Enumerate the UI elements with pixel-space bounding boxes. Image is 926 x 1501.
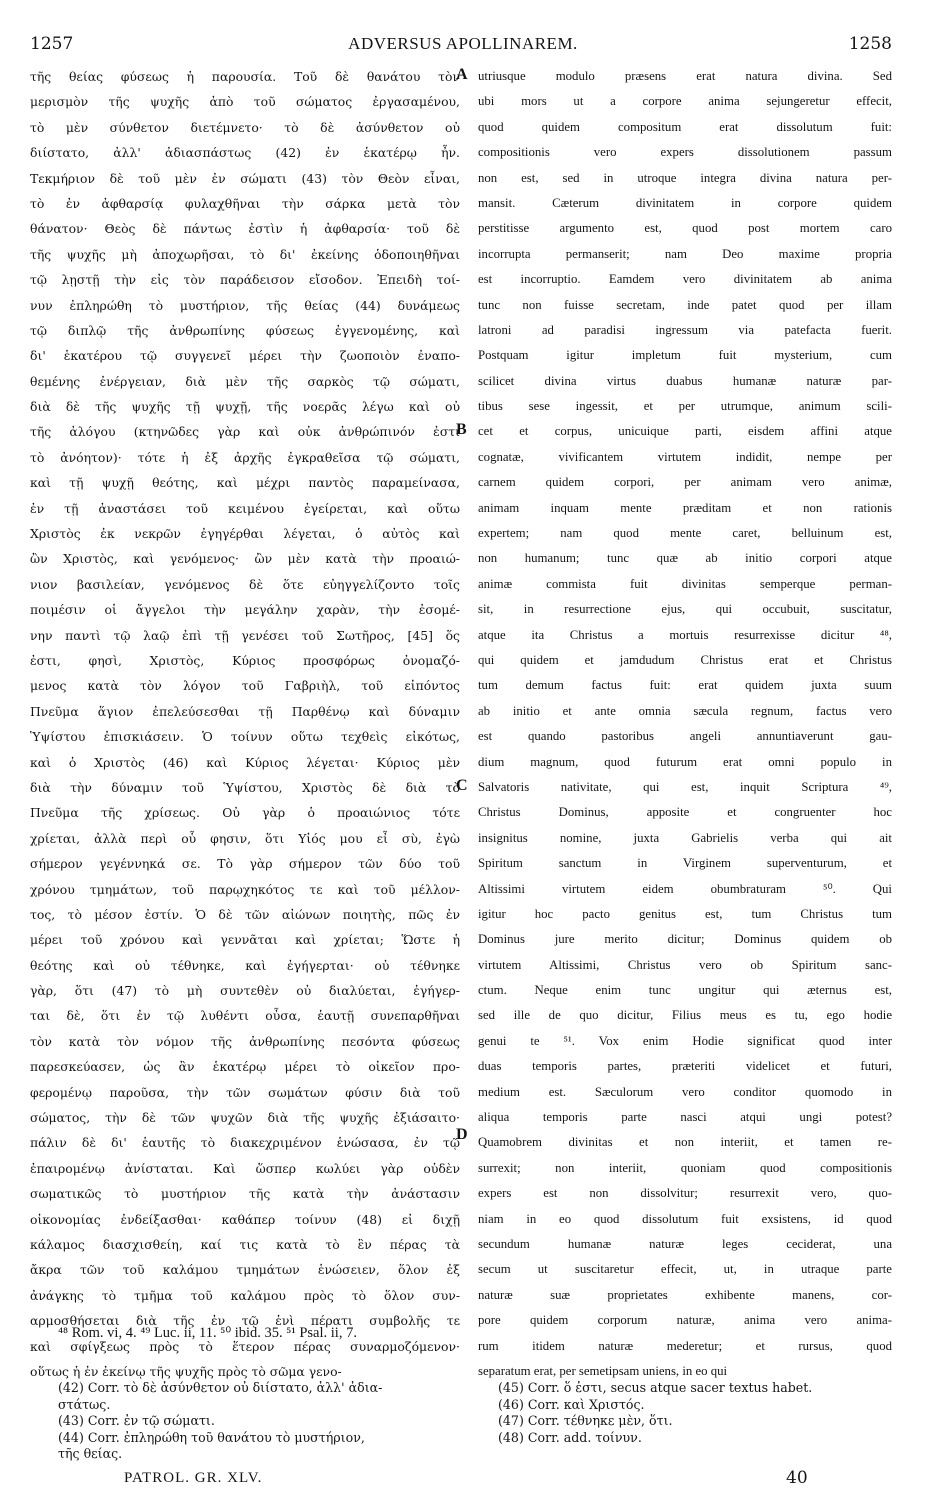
latin-text-line: naturæ suæ proprietates exhibente manens, cor- (478, 1287, 892, 1302)
greek-text-line: πάλιν δὲ δι' ἑαυτῆς τὸ διακεχριμένον ἑνώσασα, ἐν τῷ (30, 1135, 460, 1151)
margin-marker-b: B (456, 421, 467, 438)
latin-text-line: rum itidem naturæ mederetur; et rursus, quod (478, 1338, 892, 1353)
greek-text-line: καὶ σφίγξεως πρὸς τὸ ἕτερον πέρας συναρμοζόμενον· (30, 1338, 460, 1354)
footnote-line: (43) Corr. ἐν τῷ σώματι. (58, 1413, 215, 1428)
greek-text-line: ται δὲ, ὅτι ἐν τῷ λυθέντι οὖσα, ἑαυτῇ συνεπαρθῆναι (30, 1008, 460, 1024)
page-number-right: 1258 (848, 34, 892, 54)
greek-text-line: κάλαμος διασχισθείη, καί τις κατὰ τὸ ἓν πέρας τὰ (30, 1236, 460, 1252)
latin-text-line: pore quidem corporum naturæ, anima vero anima- (478, 1313, 892, 1328)
greek-text-line: διίστατο, ἀλλ' ἀδιασπάστως (42) ἐν ἑκατέρῳ ἦν. (30, 145, 460, 161)
latin-column (478, 64, 892, 1384)
greek-text-line: ἐπαιρομένῳ ἀνίσταται. Καὶ ὥσπερ κωλύει γὰρ οὐδὲν (30, 1160, 460, 1176)
greek-text-line: τῆς ἀλόγου (κτηνῶδες γὰρ καὶ οὐκ ἀνθρώπινόν ἐστι (30, 424, 460, 440)
latin-text-line: expertem; nam quod mente caret, belluinum est, (478, 526, 892, 541)
latin-text-line: virtutem Altissimi, Christus vero ob Spiritum sanc- (478, 957, 892, 972)
latin-text-line: animam inquam mente præditam et non rationis (478, 500, 892, 515)
greek-text-line: μέρει τοῦ χρόνου καὶ γεννᾶται καὶ χρίεται; Ὥστε ἡ (30, 932, 460, 948)
scripture-references: ⁴⁸ Rom. vi, 4. ⁴⁹ Luc. ii, 11. ⁵⁰ ibid. 35. ⁵¹ Psal. ii, 7. (58, 1325, 357, 1341)
latin-text-line: cognatæ, vivificantem virtutem indidit, nempe per (478, 449, 892, 464)
footnote-line: (45) Corr. ὅ ἐστι, secus atque sacer textus habet. (498, 1380, 813, 1395)
greek-text-line: Χριστὸς ἐκ νεκρῶν ἐγηγέρθαι λέγεται, ὁ αὐτὸς καὶ (30, 526, 460, 542)
running-header (0, 34, 926, 56)
greek-text-line: Τεκμήριον δὲ τοῦ μὲν ἐν σώματι (43) τὸν Θεὸν εἶναι, (30, 170, 460, 186)
latin-text-line: dium magnum, quod futurum erat omni populo in (478, 754, 892, 769)
latin-text-line: Christus Dominus, apposite et congruenter hoc (478, 805, 892, 820)
latin-text-line: insignitus nomine, juxta Gabrielis verba qui ait (478, 830, 892, 845)
latin-text-line: Dominus jure merito dicitur; Dominus quidem ob (478, 932, 892, 947)
greek-text-line: τῷ διπλῷ τῆς ἀνθρωπίνης φύσεως ἐγγενομένης, καὶ (30, 322, 460, 338)
greek-text-line: ἄκρα τῶν τοῦ καλάμου τμημάτων ἑνώσειεν, ὅλον ἐξ (30, 1262, 460, 1278)
greek-text-line: χρίεται, ἀλλὰ περὶ οὗ φησιν, ὅτι Υἱός μου εἶ σὺ, ἐγὼ (30, 830, 460, 846)
greek-text-line: ἐστι, φησὶ, Χριστὸς, Κύριος προσφόρως ὀνομαζό- (30, 652, 460, 668)
greek-text-line: μενος κατὰ τὸν λόγον τοῦ Γαβριὴλ, τοῦ εἰπόντος (30, 678, 460, 694)
latin-text-line: quod quidem compositum erat dissolutum fuit: (478, 119, 892, 134)
latin-text-line: separatum erat, per semetipsam uniens, in eo qui (478, 1363, 728, 1378)
greek-text-line: τὸ ἀνόητον)· τότε ἡ ἐξ ἀρχῆς ἐγκραθεῖσα τῷ σώματι, (30, 449, 460, 465)
latin-text-line: incorrupta permanserit; nam Deo maxime propria (478, 246, 892, 261)
footnote-line: (46) Corr. καὶ Χριστός. (498, 1396, 645, 1412)
greek-text-line: τος, τὸ μέσον ἐστίν. Ὁ δὲ τῶν αἰώνων ποιητὴς, πῶς ἐν (30, 906, 460, 922)
latin-text-line: surrexit; non interiit, quoniam quod compositionis (478, 1160, 892, 1175)
latin-text-line: compositionis vero expers dissolutionem passum (478, 145, 892, 160)
latin-text-line: duas temporis partes, præteriti videlicet et futuri, (478, 1059, 892, 1074)
greek-text-line: Ὑψίστου ἐπισκιάσειν. Ὁ τοίνυν οὕτω τεχθεὶς εἰκότως, (30, 729, 460, 745)
latin-text-line: non humanum; tunc quæ ab initio corpori atque (478, 551, 892, 566)
latin-text-line: medium est. Sæculorum vero conditor quomodo in (478, 1084, 892, 1099)
greek-text-line: καὶ τῇ ψυχῇ θεότης, καὶ μέχρι παντὸς παραμείνασα, (30, 475, 460, 491)
latin-text-line: scilicet divina virtus duabus humanæ naturæ par- (478, 373, 892, 388)
greek-text-line: τῆς ψυχῆς μὴ ἀποχωρῆσαι, τὸ δι' ἐκείνης ὁδοποιηθῆναι (30, 246, 460, 262)
series-footer: PATROL. GR. XLV. (124, 1470, 263, 1486)
latin-text-line: qui quidem et jamdudum Christus erat et Christus (478, 652, 892, 667)
footnote-line: (48) Corr. add. τοίνυν. (498, 1429, 642, 1445)
greek-text-line: ὢν Χριστὸς, καὶ γενόμενος· ὢν μὲν κατὰ τὴν προαιώ- (30, 551, 460, 567)
latin-text-line: sed ille de quo dicitur, Filius meus es tu, ego hodie (478, 1008, 892, 1023)
latin-text-line: tunc non fuisse secretam, inde patet quod per illam (478, 297, 892, 312)
margin-marker-c: C (456, 777, 468, 794)
latin-text-line: Salvatoris nativitate, qui est, inquit Scriptura ⁴⁹, (478, 779, 892, 794)
greek-text-line: γὰρ, ὅτι (47) τὸ μὴ συντεθὲν οὐ διαλύεται, ἐγήγερ- (30, 983, 460, 999)
latin-text-line: est incorruptio. Eamdem vero divinitatem ab anima (478, 272, 892, 287)
greek-text-line: ἀνάγκης τὸ τμῆμα τοῦ καλάμου πρὸς τὸ ὅλον συν- (30, 1287, 460, 1303)
latin-text-line: mansit. Cæterum divinitatem in corpore quidem (478, 195, 892, 210)
footnotes-left (58, 1380, 468, 1463)
latin-text-line: cet et corpus, unicuique parti, eisdem affini atque (478, 424, 892, 439)
latin-text-line: atque ita Christus a mortuis resurrexisse dicitur ⁴⁸, (478, 627, 892, 642)
running-title: ADVERSUS APOLLINAREM. (348, 34, 578, 53)
greek-text-line: χρόνου τμημάτων, τοῦ παρῳχηκότος τε καὶ τοῦ μέλλον- (30, 881, 460, 897)
greek-text-line: οἰκονομίας ἐνδείξασθαι· καθάπερ τοίνυν (48) εἰ διχῇ (30, 1211, 460, 1227)
greek-text-line: Πνεῦμα τῆς χρίσεως. Οὐ γὰρ ὁ προαιώνιος τότε (30, 805, 460, 821)
margin-marker-a: A (456, 66, 468, 83)
latin-text-line: Quamobrem divinitas et non interiit, et tamen re- (478, 1135, 892, 1150)
greek-text-line: σωματικῶς τὸ μυστήριον τῆς κατὰ τὴν ἀνάστασιν (30, 1186, 460, 1202)
latin-text-line: Postquam igitur impletum fuit mysterium, cum (478, 348, 892, 363)
latin-text-line: non est, sed in utroque integra divina natura per- (478, 170, 892, 185)
latin-text-line: ctum. Neque enim tunc ungitur qui æternus est, (478, 983, 892, 998)
greek-text-line: αρμοσθήσεται διὰ τῆς ἐν τῷ ἑνὶ πέρατι συμβολῆς τε (30, 1313, 460, 1329)
latin-text-line: secundum humanæ naturæ leges ceciderat, una (478, 1236, 892, 1251)
greek-text-line: δι' ἑκατέρου τῷ συγγενεῖ μέρει τὴν ζωοποιὸν ἐναπο- (30, 348, 460, 364)
footnote-line: (47) Corr. τέθνηκε μὲν, ὅτι. (498, 1413, 673, 1428)
greek-text-line: θάνατον· Θεὸς δὲ πάντως ἐστὶν ἡ ἀφθαρσία· τοῦ δὲ (30, 221, 460, 237)
latin-text-line: genui te ⁵¹. Vox enim Hodie significat quod inter (478, 1033, 892, 1048)
greek-text-line: νιον βασιλείαν, γενόμενος δὲ ὅτε εὐηγγελίζοντο τοῖς (30, 576, 460, 592)
greek-text-line: διὰ τὴν δύναμιν τοῦ Ὑψίστου, Χριστὸς δὲ διὰ τὸ (30, 779, 460, 795)
greek-text-line: τῆς θείας φύσεως ἡ παρουσία. Τοῦ δὲ θανάτου τὸν (30, 69, 460, 84)
latin-text-line: ab initio et ante omnia sæcula regnum, factus vero (478, 703, 892, 718)
greek-text-line: σήμερον γεγέννηκά σε. Τὸ γὰρ σήμερον τῶν δύο τοῦ (30, 856, 460, 872)
greek-text-line: ἐν τῇ ἀναστάσει τοῦ κειμένου ἐγείρεται, καὶ οὕτω (30, 500, 460, 516)
greek-text-line: Πνεῦμα ἅγιον ἐπελεύσεσθαι τῇ Παρθένῳ καὶ δύναμιν (30, 703, 460, 719)
latin-text-line: perstitisse argumento est, quod post mortem caro (478, 221, 892, 236)
greek-text-line: νυν ἐπληρώθη τὸ μυστήριον, τῆς θείας (44) δυνάμεως (30, 297, 460, 313)
greek-text-line: μερισμὸν τῆς ψυχῆς ἀπὸ τοῦ σώματος ἐργασαμένου, (30, 94, 460, 110)
latin-text-line: Spiritum sanctum in Virginem superventurum, et (478, 856, 892, 871)
latin-text-line: aliqua temporis parte nasci atqui ungi potest? (478, 1110, 892, 1125)
footnote-line: τῆς θείας. (58, 1446, 123, 1461)
latin-text-line: tum demum factus fuit: erat quidem juxta suum (478, 678, 892, 693)
greek-text-line: τῷ λῃστῇ τὴν εἰς τὸν παράδεισον εἴσοδον. Ἐπειδὴ τοί- (30, 272, 460, 288)
greek-text-line: θεότης καὶ οὐ τέθνηκε, καὶ ἐγήγερται· οὐ τέθνηκε (30, 957, 460, 973)
greek-text-line: σώματος, τὴν δὲ τῶν ψυχῶν διὰ τῆς ψυχῆς ἐξιάσαιτο· (30, 1110, 460, 1126)
latin-text-line: igitur hoc pacto genitus est, tum Christus tum (478, 906, 892, 921)
greek-text-line: τὸ μὲν σύνθετον διετέμνετο· τὸ δὲ ἀσύνθετον οὐ (30, 119, 460, 135)
footnotes-right (498, 1380, 898, 1446)
greek-text-line: οὕτως ἡ ἐν ἐκείνῳ τῆς ψυχῆς πρὸς τὸ σῶμα γενο- (30, 1363, 342, 1379)
footnote-line: στάτως. (58, 1396, 111, 1412)
latin-text-line: latroni ad paradisi ingressum via patefacta fuerit. (478, 322, 892, 337)
signature-mark: 40 (786, 1468, 808, 1488)
latin-text-line: sit, in resurrectione ejus, qui occubuit, suscitatur, (478, 602, 892, 617)
footnote-line: (42) Corr. τὸ δὲ ἀσύνθετον οὐ διίστατο, ἀλλ' ἀδια- (58, 1380, 383, 1395)
latin-text-line: ubi mors ut a corpore anima sejungeretur effecit, (478, 94, 892, 109)
greek-text-line: θεμένης ἐνέργειαν, διὰ μὲν τῆς σαρκὸς τῷ σώματι, (30, 373, 460, 389)
latin-text-line: tibus sese ingessit, et per utrumque, animum scili- (478, 399, 892, 414)
margin-marker-d: D (456, 1126, 468, 1143)
latin-text-line: carnem quidem corpori, per animam vero animæ, (478, 475, 892, 490)
footnote-line: (44) Corr. ἐπληρώθη τοῦ θανάτου τὸ μυστήριον, (58, 1429, 365, 1445)
greek-text-line: νην παντὶ τῷ λαῷ ἐπὶ τῇ γενέσει τοῦ Σωτῆρος, [45] ὅς (30, 627, 460, 643)
latin-text-line: utriusque modulo præsens erat natura divina. Sed (478, 69, 892, 83)
greek-text-line: διὰ δὲ τῆς ψυχῆς τῇ ψυχῇ, τῆς νοερᾶς λέγω καὶ οὐ (30, 399, 460, 415)
latin-text-line: Altissimi virtutem eidem obumbraturam ⁵⁰. Qui (478, 881, 892, 896)
latin-text-line: secum ut suscitaretur effecit, ut, in utraque parte (478, 1262, 892, 1277)
latin-text-line: niam in eo quod dissolutum fuit exsistens, id quod (478, 1211, 892, 1226)
greek-text-line: τὸν κατὰ τὸν νόμον τῆς ἀνθρωπίνης πεσόντα φύσεως (30, 1033, 460, 1049)
greek-text-line: τὸ ἐν ἀφθαρσίᾳ φυλαχθῆναι τὴν σάρκα μετὰ τὸν (30, 195, 460, 211)
latin-text-line: est quando pastoribus angeli annuntiaverunt gau- (478, 729, 892, 744)
greek-column (30, 64, 460, 1384)
greek-text-line: παρεσκεύασεν, ὡς ἂν ἑκατέρῳ μέρει τὸ οἰκεῖον προ- (30, 1059, 460, 1075)
greek-text-line: ποιμέσιν οἱ ἄγγελοι τὴν μεγάλην χαρὰν, τὴν ἐσομέ- (30, 602, 460, 618)
latin-text-line: expers est non dissolvitur; resurrexit vero, quo- (478, 1186, 892, 1201)
greek-text-line: καὶ ὁ Χριστὸς (46) καὶ Κύριος λέγεται· Κύριος μὲν (30, 754, 460, 770)
page-number-left: 1257 (30, 34, 74, 54)
latin-text-line: animæ commista fuit divinitas semperque perman- (478, 576, 892, 591)
greek-text-line: φερομένῳ παροῦσα, τὴν τῶν σωμάτων φύσιν διὰ τοῦ (30, 1084, 460, 1100)
